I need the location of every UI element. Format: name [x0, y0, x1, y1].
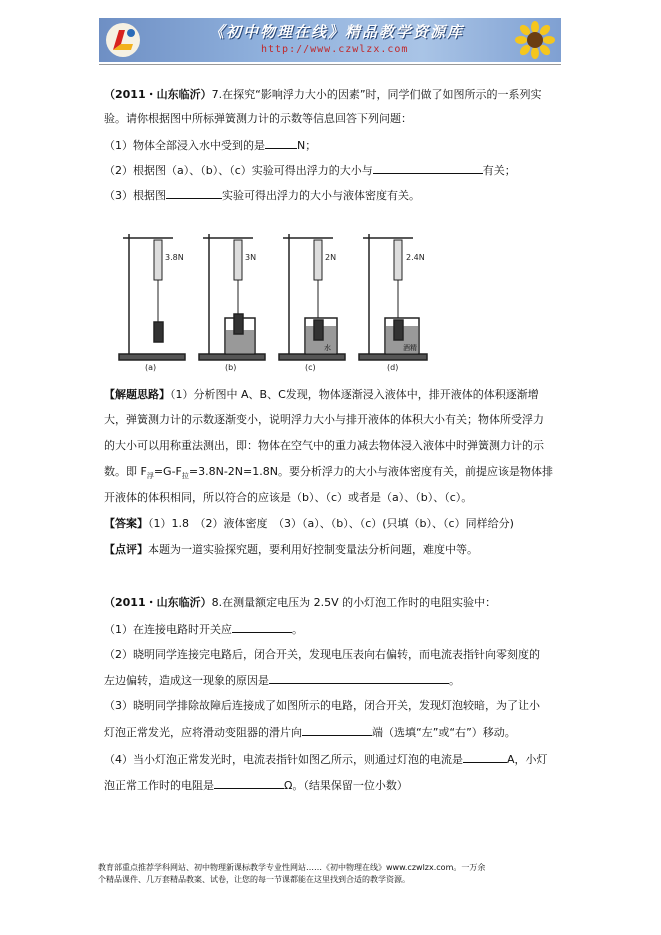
q8-part1-text: （1）在连接电路时开关应 — [104, 623, 232, 636]
q8-part4-unit: A，小灯 — [507, 753, 548, 766]
q7-comment — [104, 543, 478, 557]
q8-part2-line2 — [104, 673, 460, 688]
q7-part2-blank[interactable] — [373, 163, 483, 174]
footer-line1: 教育部重点推荐学科网站、初中物理新课标教学专业性网站……《初中物理在线》www.czwlzx.com。一万余 — [98, 863, 486, 872]
panel-c — [279, 234, 345, 372]
banner-url[interactable]: http://www.czwlzx.com — [261, 44, 409, 55]
q8-source: （2011・山东临沂） — [104, 596, 212, 609]
q8-part1-end: 。 — [292, 623, 303, 636]
q7-analysis-head: 【解题思路】 — [104, 388, 170, 401]
q8-part4-text: （4）当小灯泡正常发光时，电流表指针如图乙所示，则通过灯泡的电流是 — [104, 753, 463, 766]
panel-a — [119, 234, 185, 372]
q7-part3-text-b: 实验可得出浮力的大小与液体密度有关。 — [222, 189, 420, 202]
q8-stem — [104, 596, 496, 610]
q8-part4-line1 — [104, 752, 548, 767]
q7-source: （2011・山东临沂） — [104, 88, 212, 101]
q7-analysis-text4c: =3.8N-2N=1.8N。要分析浮力的大小与液体密度有关，前提应该是物体排 — [188, 465, 553, 478]
panel-d-liquid-label: 酒精 — [403, 344, 417, 352]
q8-part3-blank[interactable] — [302, 725, 372, 736]
q8-part1-blank[interactable] — [232, 622, 292, 633]
q7-analysis-line3: 的大小可以用称重法测出，即：物体在空气中的重力减去物体浸入液体中时弹簧测力计的示 — [104, 439, 544, 452]
q7-stem-line2: 验。请你根据图中所标弹簧测力计的示数等信息回答下列问题： — [104, 112, 412, 125]
q7-part1-blank[interactable] — [265, 138, 297, 149]
q7-comment-head: 【点评】 — [104, 543, 148, 556]
q7-analysis-text4b: =G-F — [153, 465, 182, 478]
panel-b-caption: (b) — [225, 363, 237, 372]
q7-part2 — [104, 163, 516, 178]
q8-part3-line2 — [104, 725, 516, 740]
q7-part3-text-a: （3）根据图 — [104, 189, 166, 202]
panel-c-caption: (c) — [305, 363, 316, 372]
panel-a-caption: (a) — [145, 363, 157, 372]
q7-analysis-line4 — [104, 465, 553, 483]
sub-la: 拉 — [181, 472, 189, 481]
q8-part4-end: Ω。（结果保留一位小数） — [284, 779, 408, 792]
q8-part3-line1: （3）晓明同学排除故障后连接成了如图所示的电路，闭合开关，发现灯泡较暗，为了让小 — [104, 699, 540, 712]
header-banner — [99, 18, 561, 62]
q7-analysis-line5: 开液体的体积相同，所以符合的应该是（b）、（c）或者是（a）、（b）、（c）。 — [104, 491, 473, 504]
banner-title: 《初中物理在线》精品教学资源库 — [209, 23, 465, 41]
q7-part3-blank[interactable] — [166, 188, 222, 199]
q8-part3-text: 灯泡正常发光，应将滑动变阻器的滑片向 — [104, 726, 302, 739]
sunflower-icon — [515, 21, 555, 59]
panel-a-reading: 3.8N — [165, 253, 184, 262]
q8-part3-end: 端（选填“左”或“右”）移动。 — [372, 726, 516, 739]
q7-analysis-text4a: 数。即 F — [104, 465, 147, 478]
q7-comment-text: 本题为一道实验探究题，要利用好控制变量法分析问题，难度中等。 — [148, 543, 478, 556]
q7-part1-text: （1）物体全部浸入水中受到的是 — [104, 139, 265, 152]
q7-answer-text: （1）1.8 （2）液体密度 （3）（a）、（b）、（c）(只填（b）、（c）同样给分) — [148, 517, 514, 530]
buoyancy-experiment-figure — [117, 226, 433, 374]
q8-part4-blank2[interactable] — [214, 778, 284, 789]
header-rule — [99, 64, 561, 65]
q8-stem-text: 8.在测量额定电压为 2.5V 的小灯泡工作时的电阻实验中： — [211, 596, 497, 609]
q7-answer-head: 【答案】 — [104, 517, 148, 530]
panel-d-reading: 2.4N — [406, 253, 425, 262]
footer-line2: 个精品课件、几万套精品教案、试卷，让您的每一节课都能在这里找到合适的教学资源。 — [98, 875, 410, 884]
q8-part4-text2: 泡正常工作时的电阻是 — [104, 779, 214, 792]
q7-part2-end: 有关； — [482, 164, 516, 177]
q7-answer — [104, 517, 514, 531]
q7-stem-line1 — [104, 88, 542, 102]
q7-analysis-line1 — [104, 388, 539, 402]
q8-part2-text: 左边偏转，造成这一现象的原因是 — [104, 674, 269, 687]
q8-part1 — [104, 622, 303, 637]
q7-stem-text1: 7.在探究“影响浮力大小的因素”时，同学们做了如图所示的一系列实 — [211, 88, 542, 101]
q8-part4-line2 — [104, 778, 408, 793]
q8-part2-line1: （2）晓明同学连接完电路后，闭合开关，发现电压表向右偏转，而电流表指针向零刻度的 — [104, 648, 540, 661]
panel-d-caption: (d) — [387, 363, 399, 372]
panel-c-reading: 2N — [325, 253, 337, 262]
q7-part1 — [104, 138, 316, 153]
q8-part2-blank[interactable] — [269, 673, 449, 684]
panel-c-liquid-label: 水 — [324, 344, 331, 352]
panel-b — [199, 234, 265, 372]
q7-part1-unit: N； — [297, 139, 317, 152]
panel-d — [359, 234, 427, 372]
sub-fu: 浮 — [146, 472, 154, 481]
q7-part2-text: （2）根据图（a）、（b）、（c）实验可得出浮力的大小与 — [104, 164, 373, 177]
q8-part2-end: 。 — [449, 674, 460, 687]
q8-part4-blank1[interactable] — [463, 752, 507, 763]
q7-analysis-line2: 大，弹簧测力计的示数逐渐变小，说明浮力大小与排开液体的体积大小有关；物体所受浮力 — [104, 413, 544, 426]
q7-part3 — [104, 188, 420, 203]
site-logo-icon — [105, 22, 141, 58]
page-footer — [98, 862, 564, 886]
q7-analysis-text1: （1）分析图中 A、B、C发现，物体逐渐浸入液体中，排开液体的体积逐渐增 — [170, 388, 539, 401]
panel-b-reading: 3N — [245, 253, 257, 262]
